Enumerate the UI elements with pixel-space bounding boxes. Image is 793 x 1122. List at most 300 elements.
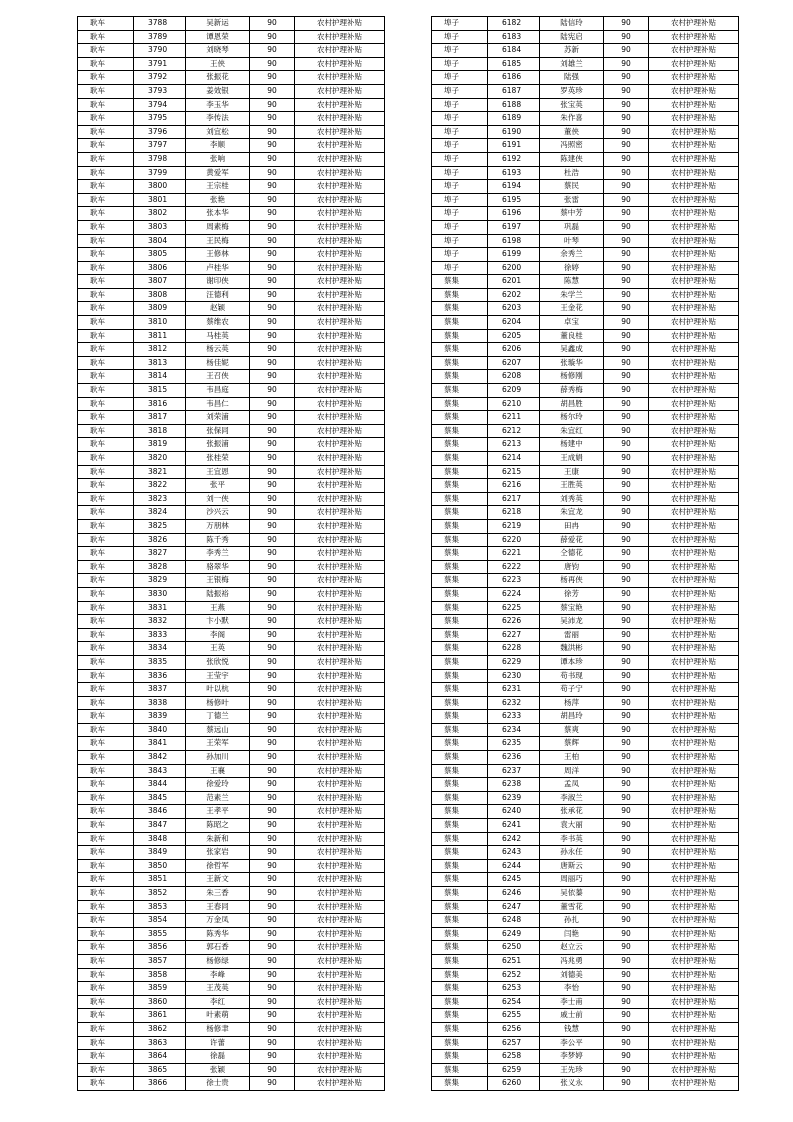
name-cell: 闫艳 [540, 927, 604, 941]
name-cell: 李公平 [540, 1036, 604, 1050]
serial-cell: 3803 [134, 220, 186, 234]
table-row [78, 152, 385, 166]
serial-cell: 3810 [134, 316, 186, 330]
subsidy-type-cell: 农村护理补贴 [649, 873, 739, 887]
table-row [78, 615, 385, 629]
subsidy-type-cell: 农村护理补贴 [295, 424, 385, 438]
name-cell: 冯照密 [540, 139, 604, 153]
town-cell: 耿车 [78, 723, 134, 737]
name-cell: 李玉华 [186, 98, 250, 112]
subsidy-type-cell: 农村护理补贴 [649, 533, 739, 547]
town-cell: 耿车 [78, 805, 134, 819]
table-row [78, 819, 385, 833]
town-cell: 蔡集 [432, 411, 488, 425]
subsidy-type-cell: 农村护理补贴 [295, 180, 385, 194]
amount-cell: 90 [250, 30, 295, 44]
amount-cell: 90 [250, 411, 295, 425]
serial-cell: 3805 [134, 248, 186, 262]
subsidy-type-cell: 农村护理补贴 [649, 1063, 739, 1077]
name-cell: 谢印侠 [186, 275, 250, 289]
town-cell: 蔡集 [432, 805, 488, 819]
serial-cell: 6198 [488, 234, 540, 248]
serial-cell: 6232 [488, 696, 540, 710]
amount-cell: 90 [604, 343, 649, 357]
subsidy-type-cell: 农村护理补贴 [649, 887, 739, 901]
amount-cell: 90 [250, 696, 295, 710]
town-cell: 耿车 [78, 397, 134, 411]
subsidy-type-cell: 农村护理补贴 [295, 642, 385, 656]
amount-cell: 90 [604, 954, 649, 968]
amount-cell: 90 [604, 683, 649, 697]
serial-cell: 3806 [134, 261, 186, 275]
name-cell: 徐磊 [186, 1050, 250, 1064]
serial-cell: 6217 [488, 492, 540, 506]
subsidy-type-cell: 农村护理补贴 [295, 152, 385, 166]
name-cell: 王宜恩 [186, 465, 250, 479]
table-row [78, 859, 385, 873]
table-row [432, 696, 739, 710]
subsidy-type-cell: 农村护理补贴 [649, 710, 739, 724]
table-row [78, 696, 385, 710]
name-cell: 谭本珍 [540, 655, 604, 669]
table-row [78, 873, 385, 887]
town-cell: 蔡集 [432, 1050, 488, 1064]
amount-cell: 90 [604, 982, 649, 996]
name-cell: 卢桂华 [186, 261, 250, 275]
table-row [432, 125, 739, 139]
subsidy-type-cell: 农村护理补贴 [295, 452, 385, 466]
table-row [78, 642, 385, 656]
serial-cell: 6222 [488, 560, 540, 574]
subsidy-type-cell: 农村护理补贴 [649, 914, 739, 928]
table-row [432, 710, 739, 724]
table-row [432, 642, 739, 656]
name-cell: 骆翠华 [186, 560, 250, 574]
name-cell: 陆宪启 [540, 30, 604, 44]
subsidy-type-cell: 农村护理补贴 [649, 248, 739, 262]
table-row [78, 288, 385, 302]
serial-cell: 6234 [488, 723, 540, 737]
amount-cell: 90 [604, 533, 649, 547]
table-row [432, 193, 739, 207]
subsidy-type-cell: 农村护理补贴 [649, 764, 739, 778]
table-row [432, 927, 739, 941]
name-cell: 叶素萌 [186, 1009, 250, 1023]
subsidy-type-cell: 农村护理补贴 [295, 628, 385, 642]
amount-cell: 90 [250, 220, 295, 234]
serial-cell: 6243 [488, 846, 540, 860]
name-cell: 胡昌胜 [540, 397, 604, 411]
name-cell: 张艳 [186, 193, 250, 207]
amount-cell: 90 [604, 57, 649, 71]
serial-cell: 3853 [134, 900, 186, 914]
amount-cell: 90 [250, 166, 295, 180]
serial-cell: 3819 [134, 438, 186, 452]
serial-cell: 3828 [134, 560, 186, 574]
amount-cell: 90 [250, 44, 295, 58]
table-row [432, 424, 739, 438]
subsidy-type-cell: 农村护理补贴 [295, 710, 385, 724]
table-row [432, 30, 739, 44]
serial-cell: 3825 [134, 519, 186, 533]
subsidy-type-cell: 农村护理补贴 [649, 683, 739, 697]
subsidy-type-cell: 农村护理补贴 [295, 941, 385, 955]
name-cell: 戚士前 [540, 1009, 604, 1023]
table-row [432, 547, 739, 561]
serial-cell: 3838 [134, 696, 186, 710]
name-cell: 王修林 [186, 248, 250, 262]
town-cell: 蔡集 [432, 533, 488, 547]
name-cell: 张颖 [186, 1063, 250, 1077]
name-cell: 赵立云 [540, 941, 604, 955]
subsidy-type-cell: 农村护理补贴 [649, 791, 739, 805]
name-cell: 杨云英 [186, 343, 250, 357]
town-cell: 耿车 [78, 859, 134, 873]
table-row [78, 669, 385, 683]
subsidy-type-cell: 农村护理补贴 [295, 1050, 385, 1064]
amount-cell: 90 [250, 723, 295, 737]
amount-cell: 90 [604, 424, 649, 438]
serial-cell: 6259 [488, 1063, 540, 1077]
amount-cell: 90 [604, 207, 649, 221]
town-cell: 埠子 [432, 139, 488, 153]
town-cell: 耿车 [78, 343, 134, 357]
table-row [432, 914, 739, 928]
serial-cell: 6191 [488, 139, 540, 153]
table-row [432, 819, 739, 833]
town-cell: 耿车 [78, 112, 134, 126]
table-row [432, 248, 739, 262]
name-cell: 徐爱玲 [186, 778, 250, 792]
amount-cell: 90 [604, 506, 649, 520]
subsidy-type-cell: 农村护理补贴 [649, 71, 739, 85]
subsidy-type-cell: 农村护理补贴 [649, 574, 739, 588]
town-cell: 蔡集 [432, 519, 488, 533]
table-row [78, 791, 385, 805]
town-cell: 蔡集 [432, 1036, 488, 1050]
amount-cell: 90 [250, 982, 295, 996]
subsidy-type-cell: 农村护理补贴 [649, 1009, 739, 1023]
amount-cell: 90 [250, 778, 295, 792]
name-cell: 卓宝 [540, 316, 604, 330]
town-cell: 蔡集 [432, 288, 488, 302]
name-cell: 仝德花 [540, 547, 604, 561]
table-row [432, 44, 739, 58]
serial-cell: 3844 [134, 778, 186, 792]
table-row [78, 248, 385, 262]
table-row [78, 954, 385, 968]
serial-cell: 6196 [488, 207, 540, 221]
name-cell: 李士甫 [540, 995, 604, 1009]
serial-cell: 6195 [488, 193, 540, 207]
subsidy-type-cell: 农村护理补贴 [649, 166, 739, 180]
amount-cell: 90 [250, 737, 295, 751]
table-row [432, 900, 739, 914]
serial-cell: 3856 [134, 941, 186, 955]
subsidy-type-cell: 农村护理补贴 [295, 193, 385, 207]
serial-cell: 3801 [134, 193, 186, 207]
amount-cell: 90 [604, 411, 649, 425]
name-cell: 姜效银 [186, 84, 250, 98]
town-cell: 蔡集 [432, 506, 488, 520]
subsidy-type-cell: 农村护理补贴 [295, 1036, 385, 1050]
name-cell: 刘荣浦 [186, 411, 250, 425]
town-cell: 埠子 [432, 207, 488, 221]
subsidy-type-cell: 农村护理补贴 [295, 397, 385, 411]
subsidy-type-cell: 农村护理补贴 [649, 152, 739, 166]
subsidy-type-cell: 农村护理补贴 [295, 791, 385, 805]
table-row [432, 995, 739, 1009]
amount-cell: 90 [604, 438, 649, 452]
amount-cell: 90 [604, 941, 649, 955]
town-cell: 蔡集 [432, 900, 488, 914]
serial-cell: 3865 [134, 1063, 186, 1077]
subsidy-type-cell: 农村护理补贴 [295, 615, 385, 629]
serial-cell: 3815 [134, 384, 186, 398]
subsidy-type-cell: 农村护理补贴 [649, 669, 739, 683]
table-row [78, 384, 385, 398]
town-cell: 蔡集 [432, 791, 488, 805]
table-row [432, 1036, 739, 1050]
amount-cell: 90 [604, 601, 649, 615]
name-cell: 李怡 [540, 982, 604, 996]
name-cell: 蔡民 [540, 180, 604, 194]
name-cell: 沙兴云 [186, 506, 250, 520]
subsidy-type-cell: 农村护理补贴 [295, 343, 385, 357]
subsidy-type-cell: 农村护理补贴 [649, 492, 739, 506]
amount-cell: 90 [604, 669, 649, 683]
serial-cell: 3855 [134, 927, 186, 941]
subsidy-type-cell: 农村护理补贴 [649, 995, 739, 1009]
serial-cell: 3796 [134, 125, 186, 139]
amount-cell: 90 [250, 424, 295, 438]
subsidy-type-cell: 农村护理补贴 [649, 479, 739, 493]
subsidy-type-cell: 农村护理补贴 [649, 859, 739, 873]
table-row [78, 1036, 385, 1050]
subsidy-type-cell: 农村护理补贴 [295, 411, 385, 425]
town-cell: 埠子 [432, 98, 488, 112]
serial-cell: 6193 [488, 166, 540, 180]
table-row [432, 465, 739, 479]
amount-cell: 90 [250, 492, 295, 506]
subsidy-type-cell: 农村护理补贴 [295, 519, 385, 533]
subsidy-type-cell: 农村护理补贴 [295, 764, 385, 778]
amount-cell: 90 [604, 288, 649, 302]
town-cell: 埠子 [432, 57, 488, 71]
name-cell: 万金凤 [186, 914, 250, 928]
town-cell: 蔡集 [432, 384, 488, 398]
subsidy-type-cell: 农村护理补贴 [649, 751, 739, 765]
name-cell: 吴新运 [186, 17, 250, 31]
town-cell: 耿车 [78, 261, 134, 275]
table-row [78, 1077, 385, 1091]
table-row [432, 139, 739, 153]
subsidy-type-cell: 农村护理补贴 [295, 288, 385, 302]
table-row [432, 873, 739, 887]
amount-cell: 90 [604, 316, 649, 330]
amount-cell: 90 [604, 887, 649, 901]
serial-cell: 6194 [488, 180, 540, 194]
town-cell: 耿车 [78, 887, 134, 901]
subsidy-type-cell: 农村护理补贴 [295, 887, 385, 901]
name-cell: 陆强 [540, 71, 604, 85]
serial-cell: 3808 [134, 288, 186, 302]
serial-cell: 6208 [488, 370, 540, 384]
table-row [432, 452, 739, 466]
table-row [78, 941, 385, 955]
amount-cell: 90 [604, 384, 649, 398]
town-cell: 耿车 [78, 288, 134, 302]
subsidy-type-cell: 农村护理补贴 [649, 1036, 739, 1050]
town-cell: 蔡集 [432, 887, 488, 901]
town-cell: 蔡集 [432, 302, 488, 316]
name-cell: 王民梅 [186, 234, 250, 248]
town-cell: 耿车 [78, 751, 134, 765]
amount-cell: 90 [250, 887, 295, 901]
town-cell: 耿车 [78, 248, 134, 262]
town-cell: 埠子 [432, 112, 488, 126]
amount-cell: 90 [604, 125, 649, 139]
subsidy-type-cell: 农村护理补贴 [295, 370, 385, 384]
town-cell: 耿车 [78, 356, 134, 370]
subsidy-type-cell: 农村护理补贴 [649, 601, 739, 615]
subsidy-type-cell: 农村护理补贴 [649, 180, 739, 194]
name-cell: 王柏 [540, 751, 604, 765]
amount-cell: 90 [604, 968, 649, 982]
town-cell: 耿车 [78, 329, 134, 343]
town-cell: 埠子 [432, 180, 488, 194]
serial-cell: 3835 [134, 655, 186, 669]
subsidy-type-cell: 农村护理补贴 [649, 384, 739, 398]
name-cell: 许蕾 [186, 1036, 250, 1050]
subsidy-type-cell: 农村护理补贴 [295, 316, 385, 330]
amount-cell: 90 [250, 438, 295, 452]
amount-cell: 90 [250, 669, 295, 683]
town-cell: 耿车 [78, 642, 134, 656]
amount-cell: 90 [604, 846, 649, 860]
town-cell: 埠子 [432, 234, 488, 248]
name-cell: 刘秀英 [540, 492, 604, 506]
town-cell: 耿车 [78, 1063, 134, 1077]
table-row [432, 261, 739, 275]
name-cell: 杨再侠 [540, 574, 604, 588]
amount-cell: 90 [250, 819, 295, 833]
serial-cell: 6240 [488, 805, 540, 819]
amount-cell: 90 [604, 356, 649, 370]
amount-cell: 90 [604, 723, 649, 737]
amount-cell: 90 [250, 873, 295, 887]
table-row [432, 356, 739, 370]
amount-cell: 90 [604, 873, 649, 887]
subsidy-type-cell: 农村护理补贴 [649, 846, 739, 860]
table-row [78, 465, 385, 479]
serial-cell: 3797 [134, 139, 186, 153]
name-cell: 孙扎 [540, 914, 604, 928]
serial-cell: 3841 [134, 737, 186, 751]
name-cell: 张本华 [186, 207, 250, 221]
subsidy-type-cell: 农村护理补贴 [295, 574, 385, 588]
serial-cell: 3845 [134, 791, 186, 805]
name-cell: 王召侠 [186, 370, 250, 384]
serial-cell: 3848 [134, 832, 186, 846]
amount-cell: 90 [604, 710, 649, 724]
table-row [78, 601, 385, 615]
amount-cell: 90 [250, 560, 295, 574]
name-cell: 陈秀华 [186, 927, 250, 941]
subsidy-type-cell: 农村护理补贴 [295, 587, 385, 601]
town-cell: 蔡集 [432, 819, 488, 833]
table-row [432, 397, 739, 411]
name-cell: 朱宜红 [540, 424, 604, 438]
name-cell: 蔡爽 [540, 723, 604, 737]
serial-cell: 6199 [488, 248, 540, 262]
subsidy-type-cell: 农村护理补贴 [295, 506, 385, 520]
town-cell: 埠子 [432, 220, 488, 234]
name-cell: 袁大丽 [540, 819, 604, 833]
name-cell: 杨萍 [540, 696, 604, 710]
table-row [78, 574, 385, 588]
subsidy-type-cell: 农村护理补贴 [649, 452, 739, 466]
town-cell: 耿车 [78, 764, 134, 778]
subsidy-type-cell: 农村护理补贴 [295, 751, 385, 765]
table-row [432, 723, 739, 737]
amount-cell: 90 [250, 927, 295, 941]
table-row [78, 683, 385, 697]
name-cell: 张振浦 [186, 438, 250, 452]
subsidy-type-cell: 农村护理补贴 [295, 125, 385, 139]
serial-cell: 6215 [488, 465, 540, 479]
subsidy-type-cell: 农村护理补贴 [649, 506, 739, 520]
amount-cell: 90 [250, 587, 295, 601]
town-cell: 耿车 [78, 995, 134, 1009]
table-row [78, 397, 385, 411]
serial-cell: 6241 [488, 819, 540, 833]
table-row [78, 547, 385, 561]
town-cell: 蔡集 [432, 438, 488, 452]
amount-cell: 90 [250, 1050, 295, 1064]
amount-cell: 90 [250, 954, 295, 968]
subsidy-type-cell: 农村护理补贴 [649, 356, 739, 370]
town-cell: 耿车 [78, 710, 134, 724]
amount-cell: 90 [604, 98, 649, 112]
town-cell: 耿车 [78, 84, 134, 98]
name-cell: 胡昌玲 [540, 710, 604, 724]
town-cell: 蔡集 [432, 710, 488, 724]
name-cell: 马桂英 [186, 329, 250, 343]
table-row [78, 927, 385, 941]
name-cell: 苟书现 [540, 669, 604, 683]
town-cell: 埠子 [432, 248, 488, 262]
table-row [78, 17, 385, 31]
subsidy-type-cell: 农村护理补贴 [295, 248, 385, 262]
table-row [78, 492, 385, 506]
town-cell: 耿车 [78, 574, 134, 588]
amount-cell: 90 [604, 1050, 649, 1064]
table-row [78, 180, 385, 194]
subsidy-type-cell: 农村护理补贴 [649, 900, 739, 914]
name-cell: 李淑兰 [540, 791, 604, 805]
amount-cell: 90 [604, 84, 649, 98]
subsidy-type-cell: 农村护理补贴 [649, 615, 739, 629]
serial-cell: 3850 [134, 859, 186, 873]
town-cell: 耿车 [78, 479, 134, 493]
amount-cell: 90 [250, 370, 295, 384]
subsidy-type-cell: 农村护理补贴 [295, 1009, 385, 1023]
town-cell: 耿车 [78, 152, 134, 166]
subsidy-type-cell: 农村护理补贴 [295, 220, 385, 234]
table-row [78, 166, 385, 180]
amount-cell: 90 [604, 1009, 649, 1023]
